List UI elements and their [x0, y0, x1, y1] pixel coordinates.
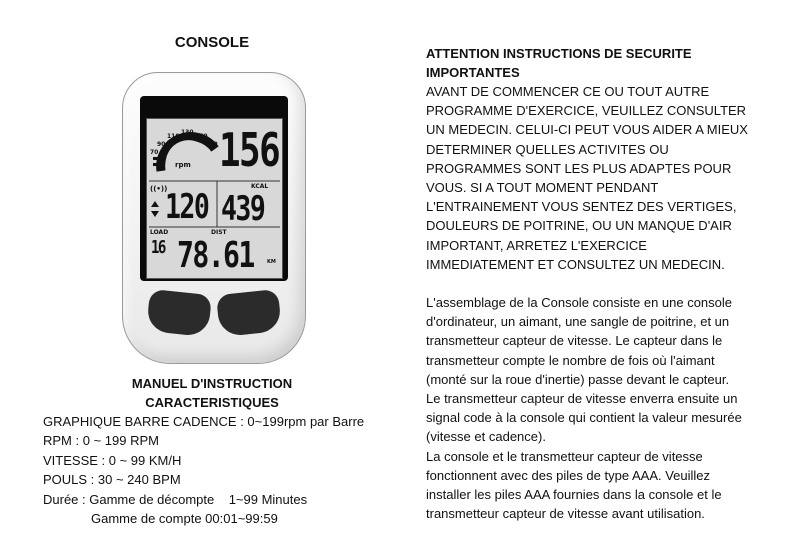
warning-line: UN MEDECIN. CELUI-CI PEUT VOUS AIDER A MIEUX — [426, 122, 748, 138]
warning-line: PROGRAMMES SONT LES PLUS ADAPTES POUR — [426, 160, 732, 176]
assembly-line: d'ordinateur, un aimant, une sangle de poitrine, et un — [426, 314, 730, 330]
manual-title-block — [0, 374, 424, 412]
assembly-line: transmetteur compte le nombre de fois où l'aimant — [426, 352, 715, 368]
warning-line: DOULEURS DE POITRINE, OU UN MANQUE D'AIR — [426, 218, 732, 234]
warning-title-line-1: ATTENTION INSTRUCTIONS DE SECURITE — [426, 46, 692, 61]
warning-line: IMPORTANT, ARRETEZ L'EXERCICE — [426, 237, 647, 253]
rpm-scale-90: 90 — [157, 141, 166, 148]
time-value: 120 — [165, 187, 209, 227]
assembly-line: Le transmetteur capteur de vitesse enverra ensuite un — [426, 391, 738, 407]
right-column — [426, 44, 798, 523]
console-title: CONSOLE — [174, 34, 250, 51]
pulse-icon: ((•)) — [150, 185, 168, 193]
warning-line: DETERMINER QUELLES ACTIVITES OU — [426, 141, 669, 157]
dist-unit: KM — [267, 259, 276, 265]
assembly-line: signal code à la console qui contient la valeur mesurée — [426, 410, 742, 426]
warning-line: VOUS. SI A TOUT MOMENT PENDANT — [426, 180, 659, 196]
rpm-scale-110: 110 — [167, 133, 180, 140]
kcal-label: KCAL — [251, 183, 269, 190]
spec-cadence: GRAPHIQUE BARRE CADENCE : 0~199rpm par Barre — [43, 414, 365, 429]
load-label: LOAD — [150, 229, 169, 236]
warning-body — [426, 82, 798, 274]
warning-title-line-2: IMPORTANTES — [426, 65, 520, 80]
kcal-value: 439 — [221, 189, 265, 229]
assembly-line: installer les piles AAA fournies dans la console et le — [426, 487, 722, 503]
down-arrow-icon — [151, 211, 159, 217]
assembly-line: fonctionnent avec des piles de type AAA. Veuillez — [426, 467, 711, 483]
spec-duration: Durée : Gamme de décompte 1~99 Minutes — [43, 491, 308, 507]
spec-speed: VITESSE : 0 ~ 99 KM/H — [43, 452, 182, 468]
load-value: 16 — [151, 237, 165, 258]
console-lcd — [146, 118, 283, 279]
assembly-line: transmetteur capteur de vitesse. Le capteur dans le — [426, 333, 723, 349]
warning-line: IMMEDIATEMENT ET CONSULTEZ UN MEDECIN. — [426, 256, 725, 272]
assembly-line: L'assemblage de la Console consiste en une console — [426, 295, 733, 311]
rpm-scale-130: 130 — [181, 129, 194, 136]
dist-label: DIST — [211, 229, 227, 236]
warning-line: L'ENTRAINEMENT VOUS SENTEZ DES VERTIGES, — [426, 199, 737, 215]
rpm-unit: rpm — [175, 161, 191, 169]
specs-list — [43, 412, 364, 528]
warning-line: AVANT DE COMMENCER CE OU TOUT AUTRE — [426, 84, 710, 99]
assembly-line: La console et le transmetteur capteur de vitesse — [426, 448, 703, 464]
warning-line: PROGRAMME D'EXERCICE, VEUILLEZ CONSULTER — [426, 103, 747, 119]
assembly-paragraph — [426, 293, 798, 523]
lcd-bar-icon — [153, 157, 158, 160]
up-arrow-icon — [151, 201, 159, 207]
rpm-value: 156 — [219, 123, 280, 177]
rpm-scale-170: 170 — [205, 141, 218, 148]
assembly-line: transmetteur capteur de vitesse avant utilisation. — [426, 506, 705, 522]
spec-rpm: RPM : 0 ~ 199 RPM — [43, 433, 159, 449]
rpm-scale-150: 150 — [195, 133, 208, 140]
warning-title — [426, 44, 798, 82]
spec-duration-count: Gamme de compte 00:01~99:59 — [91, 511, 278, 527]
assembly-line: (monté sur la roue d'inertie) passe devant le capteur. — [426, 371, 730, 387]
dist-value: 78.61 — [177, 235, 254, 276]
manual-title: MANUEL D'INSTRUCTION — [131, 376, 293, 391]
spec-pulse: POULS : 30 ~ 240 BPM — [43, 472, 181, 488]
assembly-line: (vitesse et cadence). — [426, 429, 546, 445]
lcd-bar-icon — [153, 163, 158, 166]
characteristics-title: CARACTERISTIQUES — [145, 395, 279, 410]
rpm-scale-70: 70 — [150, 149, 159, 156]
